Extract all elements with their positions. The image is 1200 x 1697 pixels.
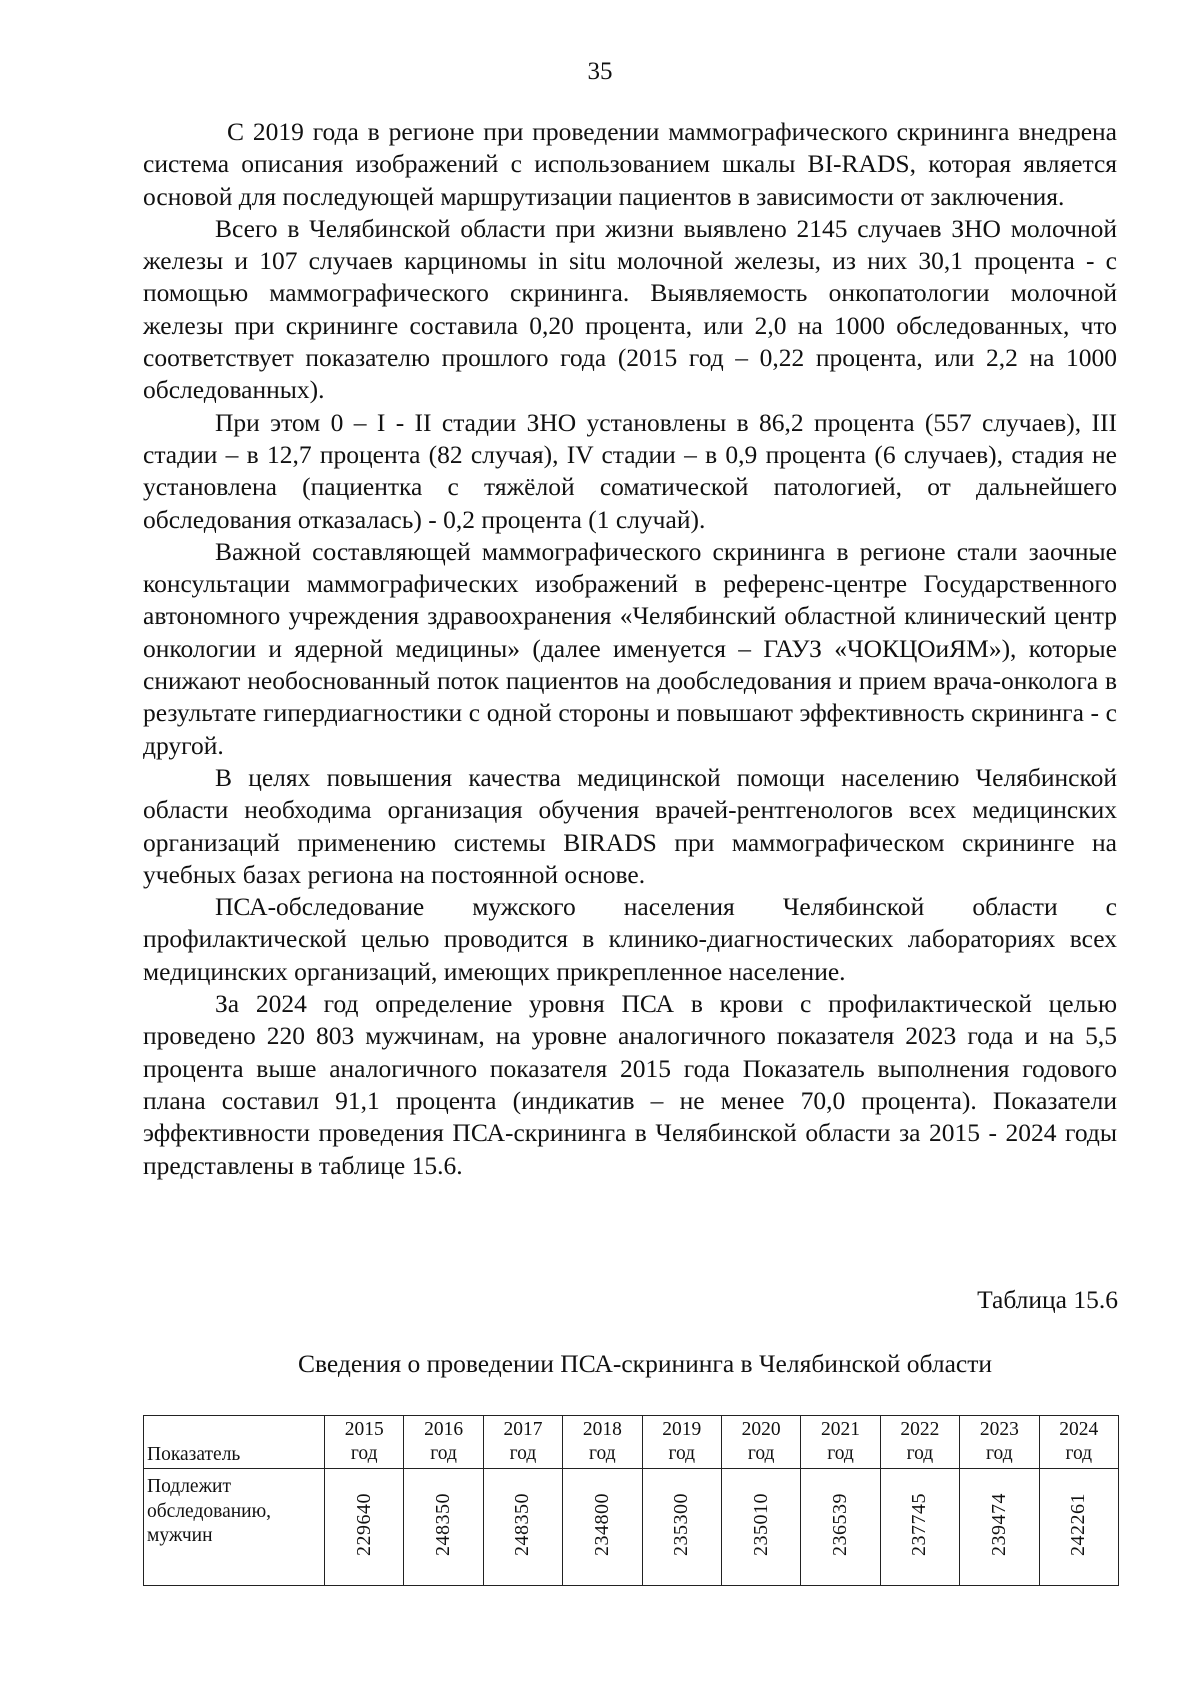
body-text (143, 116, 1117, 1182)
table-cell-value: 248350 (483, 1469, 562, 1586)
paragraph-birads: С 2019 года в регионе при проведении маммографического скрининга внедрена система описания изображений с использованием шкалы BI-RADS, которая является основой для последующей маршрутизации пациентов в зависимости от заключения. (143, 117, 1117, 211)
table-header-year: 2023 год (960, 1416, 1039, 1469)
table-cell-value: 248350 (404, 1469, 483, 1586)
paragraph-consultations: Важной составляющей маммографического скрининга в регионе стали заочные консультации маммографических изображений в референс-центре Государственного автономного учреждения здравоохранения «Челябинский областной клинический центр онкологии и ядерной медицины» (далее именуется – ГАУЗ «ЧОКЦОиЯМ»), которые снижают необоснованный поток пациентов на дообследования и прием врача-онколога в результате гипердиагностики с одной стороны и повышают эффективность скрининга - с другой. (143, 536, 1117, 760)
table-header-year: 2024 год (1039, 1416, 1118, 1469)
table-cell-value: 242261 (1039, 1469, 1118, 1586)
table-cell-value: 239474 (960, 1469, 1039, 1586)
table-title: Сведения о проведении ПСА-скрининга в Челябинской области (297, 1349, 993, 1378)
paragraph-training: В целях повышения качества медицинской помощи населению Челябинской области необходима организация обучения врачей-рентгенологов всех медицинских организаций применению системы BIRADS при маммографическом скрининге на учебных базах региона на постоянной основе. (143, 762, 1117, 889)
table-header-year: 2015 год (325, 1416, 404, 1469)
table-caption: Таблица 15.6 (977, 1285, 1118, 1314)
table-cell-value: 235300 (642, 1469, 721, 1586)
table-header-year: 2022 год (880, 1416, 959, 1469)
table-header-year: 2016 год (404, 1416, 483, 1469)
table-header-year: 2021 год (801, 1416, 880, 1469)
table-header-year: 2019 год (642, 1416, 721, 1469)
paragraph-psa-labs: ПСА-обследование мужского населения Челябинской области с профилактической целью проводится в клинико-диагностических лабораториях всех медицинских организаций, имеющих прикрепленное население. (143, 892, 1117, 986)
table-cell-value: 229640 (325, 1469, 404, 1586)
table-cell-value: 236539 (801, 1469, 880, 1586)
table-cell-value: 235010 (721, 1469, 800, 1586)
table-header-year: 2020 год (721, 1416, 800, 1469)
table-cell-value: 234800 (563, 1469, 642, 1586)
table-cell-value: 237745 (880, 1469, 959, 1586)
paragraph-cancer-stages: При этом 0 – I - II стадии ЗНО установлены в 86,2 процента (557 случаев), III стадии – в 12,7 процента (82 случая), IV стадии – в 0,9 процента (6 случаев), стадия не установлена (пациентка с тяжёлой соматической патологией, от дальнейшего обследования отказалась) - 0,2 процента (1 случай). (143, 407, 1117, 534)
table-header-label: Показатель (144, 1416, 325, 1469)
psa-screening-table (143, 1415, 1119, 1586)
row-label: Подлежит обследованию, мужчин (144, 1469, 325, 1586)
table-header-year: 2018 год (563, 1416, 642, 1469)
table-header-year: 2017 год (483, 1416, 562, 1469)
page-number: 35 (587, 58, 613, 85)
paragraph-breast-cancer-detection: Всего в Челябинской области при жизни выявлено 2145 случаев ЗНО молочной железы и 107 случаев карциномы in situ молочной железы, из них 30,1 процента - с помощью маммографического скрининга. Выявляемость онкопатологии молочной железы при скрининге составила 0,20 процента, или 2,0 на 1000 обследованных, что соответствует показателю прошлого года (2015 год – 0,22 процента, или 2,2 на 1000 обследованных). (143, 213, 1117, 405)
table-row (144, 1469, 1119, 1586)
table-header-row (144, 1416, 1119, 1469)
paragraph-psa-2024: За 2024 год определение уровня ПСА в крови с профилактической целью проведено 220 803 мужчинам, на уровне аналогичного показателя 2023 года и на 5,5 процента выше аналогичного показателя 2015 года Показатель выполнения годового плана составил 91,1 процента (индикатив – не менее 70,0 процента). Показатели эффективности проведения ПСА-скрининга в Челябинской области за 2015 - 2024 годы представлены в таблице 15.6. (143, 989, 1117, 1180)
